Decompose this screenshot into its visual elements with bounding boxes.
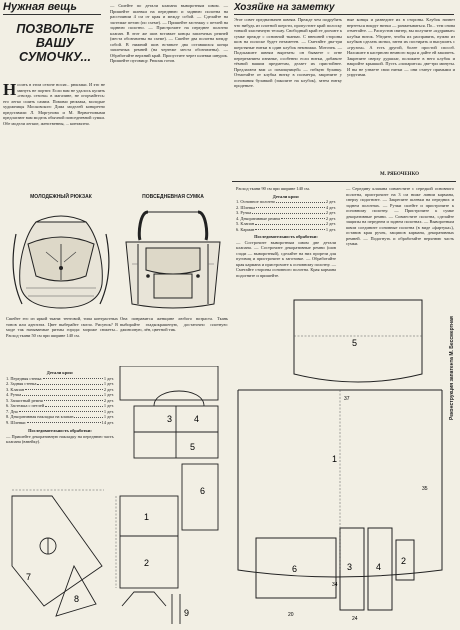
bag-label-4: 4 — [376, 562, 382, 572]
rubric-right-rule — [234, 14, 454, 15]
backpack-description: Сшейте его из яркой ткани: тентовой, типа контрастных тонов или адептата. Цвет выберайте смело. Рисунок? В моде так называемые ритмы города: мороже сюжеты... Расход ткани 50 см при ширине 140 см. — [6, 316, 118, 338]
bp-label-1: 1 — [144, 512, 150, 522]
page-title: ПОЗВОЛЬТЕ ВАШУ СУМОЧКУ... — [16, 22, 94, 64]
backpack-part-item-name: 4. Ручка — [6, 392, 22, 397]
dim-35a: 35 — [422, 486, 428, 492]
bag-consumption: Расход ткани 90 см при ширине 140 см. — [236, 186, 310, 191]
bag-label-3: 3 — [347, 562, 353, 572]
intro-body: осить в этом сезоне носят... рюкзаки. И это не минуть не портит. Если вам не удалось купить «гвоздь сезона» в магазине, не огорчайтесь: его легко сшить самим. Помимо рюкзака, молодые художницы Московского Дома моделей конкретно представили Л. Моргунова и М. Верви-новыми предлагают вам модель обычной повседневной сумки. Обе модели легкие, женственны, ... контактно. — [3, 82, 106, 126]
bag-illustration — [118, 204, 228, 314]
bp-label-5: 5 — [190, 442, 196, 452]
rubric-right: Хозяйке на заметку — [234, 2, 335, 13]
bag-parts-heading: Детали кроя: — [272, 193, 300, 199]
backpack-part-item-name: 5. Запястный ремня — [6, 397, 43, 403]
dim-20: 20 — [288, 612, 294, 618]
bag-part-item-leader — [276, 199, 325, 203]
backpack-illustration — [6, 204, 116, 314]
bag-seq-heading: Последовательность обработки: — [254, 234, 318, 239]
bag-label-2: 2 — [401, 556, 407, 566]
bag-part-item-name: 5. Клапан — [236, 221, 255, 226]
bp-label-4: 4 — [194, 414, 200, 424]
backpack-parts-heading: Детали кроя: — [46, 370, 74, 375]
bp-label-9: 9 — [184, 608, 190, 618]
bag-part-item-qty: 4 дет. — [325, 204, 336, 210]
backpack-part-item-name: 3. Клапан — [6, 386, 25, 392]
backpack-part-item-qty: 2 дет. — [103, 397, 114, 403]
dim-24: 24 — [352, 616, 358, 622]
bp-label-8: 8 — [74, 594, 80, 604]
bag-part-item-leader — [281, 216, 325, 220]
rubric-left: Нужная вещь — [3, 1, 77, 13]
pattern-credit: Реконструкция запатента М. Бессмертная — [449, 316, 455, 420]
backpack-part-item-qty: 1 дет. — [103, 403, 114, 408]
bag-seq-text: — Сострочите выворотным швом две детали клапана. — Сострочите декоративные ремни (шов сзади — выворотный), сделайте на них прорези для пуговиц и пристрочите к заготовке. — Обработайте края кармана и пристрочите к основному полотну. — Сметайте стороны основного полотна. Края кармана подогните и пришейте. — [236, 239, 336, 278]
backpack-part-item-qty: 1 дет. — [103, 392, 114, 397]
bag-part-item-leader — [256, 205, 325, 209]
bp-label-7: 7 — [26, 572, 32, 582]
rubric-left-rule — [3, 14, 101, 15]
backpack-part-item-name: 6. Застежка с петлей — [6, 403, 45, 408]
bag-label-6: 6 — [292, 564, 298, 574]
bag-parts-list — [236, 199, 336, 232]
bag-part-item-name: 3. Ручка — [236, 210, 252, 215]
bag-part-item-name: 1. Основное полотно — [236, 199, 276, 204]
tips-column-2 — [347, 17, 455, 78]
backpack-part-item-name: 1. Передняя стенка — [6, 375, 42, 381]
bp-label-2: 2 — [144, 558, 150, 568]
bag-part-item-name: 2. Шлевка — [236, 204, 256, 210]
bag-part-item-qty: 1 дет. — [325, 226, 336, 232]
bag-pattern — [232, 240, 458, 628]
backpack-part-item-qty: 1 дет. — [103, 408, 114, 414]
backpack-part-item-qty: 14 дет. — [101, 419, 114, 425]
bag-description: Она понравится женщине любого возраста. Ткань выбирайте гладкокрашеную, достаточно плотную: джинсовую, лён, цветной тик. — [120, 316, 228, 332]
intro-text — [3, 82, 105, 126]
bp-label-3: 3 — [167, 414, 173, 424]
dropcap: Н — [3, 80, 17, 99]
backpack-part-item-name: 7. Дно — [6, 408, 18, 414]
dim-34: 34 — [332, 582, 338, 588]
dim-37: 37 — [344, 396, 350, 402]
backpack-part-item-qty: 2 дет. — [103, 386, 114, 392]
bag-part-item-leader — [255, 227, 324, 231]
backpack-part-item-name: 9. Шлевки — [6, 419, 26, 425]
bag-part-item-name: 6. Карман — [236, 226, 255, 232]
bag-part-item-qty: 2 дет. — [325, 210, 336, 215]
bag-part-item-qty: 2 дет. — [325, 199, 336, 204]
backpack-part-item-name: 2. Задняя стенка — [6, 381, 37, 386]
backpack-pattern — [4, 366, 222, 628]
backpack-part-item-qty: 1 дет. — [103, 414, 114, 419]
backpack-caption: МОЛОДЕЖНЫЙ РЮКЗАК — [30, 194, 92, 200]
tips-bottom-rule — [232, 181, 456, 182]
bag-part-item-qty: 2 дет. — [325, 221, 336, 226]
bag-part-item-name: 4. Декоративные ремни — [236, 215, 280, 221]
backpack-part-item-qty: 1 дет. — [103, 375, 114, 381]
bag-label-1: 1 — [332, 454, 338, 464]
middle-column-text: — Сшейте по детали клапана выворотным швом. — Пришейте шлевки на переднюю и заднюю полотна на расстоянии 4 см от края и между собой. — Сделайте на застежке петлю (по схеме). — Пришейте застежку с петлей на заднюю полотно. — Пристрочите на переднее полотно клапан. В этот же шов вставьте концы заплечных ремней (места обозначены на схеме). — Сшейте два полотна между собой. В нижний шов вставьте два оставшихся конца заплечных ремней (на чертеже места обозначены). — Обработайте верхний край. Пропустите через шлевки шнурок. Пришейте пуговицу. Рюкзак готов. — [110, 3, 228, 63]
tips-column-1: Этот совет предназначен швеям. Прежде чем подрубить что нибудь из плотной шерсти, пропустите край полоску тонкой эластичную тесьму. Свободный край ее доочите к сумке прежде с основной тканью. С внешней стороны шов на полоске будет незаметен. — Сметайте два-три шерстяные нитки в один клубок немножко. Моточек. — Подскажите швеям вырезать: он бываете с огне перерезанием изнанке, особенно если нитки, добавьте тёмной вашим предметам, делает их пристойнее. Предлагаем вам «с помощницей» — гибкую булавку. Отмотайте от клубка нитку в полметра, закрепите у основания булавкой (заколите на клубок), затем нитку проденьте. — [234, 17, 342, 88]
backpack-part-item-qty: 1 дет. — [103, 381, 114, 386]
backpack-part-item-name: 8. Декоративная накладка на клапан — [6, 414, 74, 419]
tips-column-2-body: ные концы и разведите их в стороны. Клубок начнет вертеться вокруг нитки — разматываться. По... тем снова отметайте. — Распустив свитер, вы получите «кудрявые» клубки ниток. Убедите, чтобы их расправить, нужно из клубков сделать мотки, затем их постирать и высушить с «грузом». А есть другой, более простой способ. Наложите в кастрюлю немного воды и дайте ей закипеть. Закрепите сверху дуршлаг, положите в него клубок и накройте крышкой. Пусть «попарится» две-три минуты. И вы не узнаете свои нитки — они станут прямыми и упругими. — [347, 17, 455, 77]
bag-caption: ПОВСЕДНЕВНАЯ СУМКА — [142, 194, 204, 200]
tips-signature: М. РЯБОЧЕНКО — [380, 172, 419, 177]
bag-part-item — [236, 227, 336, 233]
backpack-seq-heading: Последовательность обработки: — [28, 428, 92, 433]
bag-part-item-qty: 2 дет. — [325, 215, 336, 221]
bag-label-5: 5 — [352, 338, 358, 348]
backpack-seq-text: — Пришейте декоративную накладку на переднюю часть клапана (взвейку). — [6, 433, 114, 444]
bp-label-6: 6 — [200, 486, 206, 496]
bag-seq-continued: — Середину клапана совместите с середкой основного полотна, пристрочите на 3 см ниже линии кармана, сверху подогните. — Закрепите шлевки на передних и заднем полотнах. — Ручки сшейте и пристрочите к основному полотну. — Пристрочите к сумке декоративные ремни. — Совместите полотна, сделайте защипы на переднем и заднем полотнах. — Выворотным швом соедините основные полотна (в виде «фартука»), оставив края ручек, защипов кармана, декоративных ремней. — Подогнуть и обработайте верхнюю часть сумки. — [346, 186, 454, 246]
bag-part-item-leader — [252, 210, 325, 214]
bag-part-item-leader — [255, 221, 325, 225]
